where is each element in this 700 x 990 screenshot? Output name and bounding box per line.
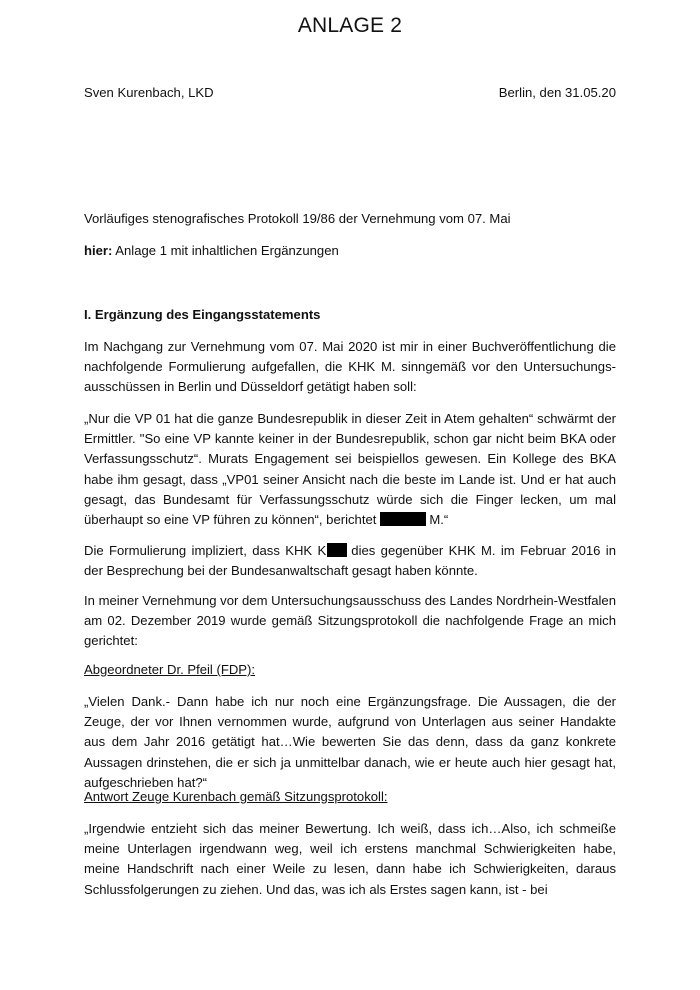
redaction-bar — [327, 543, 347, 557]
implication-start: Die Formulierung impliziert, dass KHK K — [84, 543, 327, 558]
letter-header — [84, 83, 616, 103]
implication-end: dies gegenüber KHK M. im Februar 2016 in der Besprechung bei der Bundesanwaltschaft gesagt haben könnte. — [84, 543, 617, 579]
subject-line: Vorläufiges stenografisches Protokoll 19/86 der Vernehmung vom 07. Mai — [84, 211, 511, 226]
paragraph-implication — [84, 541, 616, 581]
subject-hier — [84, 241, 616, 261]
speaker-pfeil: Abgeordneter Dr. Pfeil (FDP): — [84, 662, 256, 677]
anlage-title: ANLAGE 2 — [297, 14, 403, 37]
paragraph-hearing: In meiner Vernehmung vor dem Untersuchungsausschuss des Landes Nordrhein-Westfalen am 02. Dezember 2019 wurde gemäß Sitzungsprotokoll die nachfolgende Frage an mich gerichtet: — [84, 593, 616, 649]
question-quote: „Vielen Dank.- Dann habe ich nur noch eine Ergänzungsfrage. Die Aussagen, die der Zeuge, der vor Ihnen vernommen wurde, aufgrund von Unterlagen aus seiner Handakte aus dem Jahr 2016 getätigt hat…Wie bewerten Sie das denn, dass da ganz konkrete Aussagen drinstehen, die er sich ja unmittelbar danach, wie er heute auch hier gesagt hat, aufgeschrieben hat?“ — [84, 694, 616, 790]
paragraph-book-quote — [84, 409, 616, 530]
author: Sven Kurenbach, LKD — [84, 85, 214, 100]
paragraph-intro: Im Nachgang zur Vernehmung vom 07. Mai 2020 ist mir in einer Buchveröffentlichung die nachfolgende Formulierung aufgefallen, die KHK M. sinngemäß vor den Untersuchungs-ausschüssen in Berlin und Düsseldorf getätigt haben soll: — [84, 339, 616, 395]
book-quote-text: „Nur die VP 01 hat die ganze Bundesrepublik in dieser Zeit in Atem gehalten“ schwärmt der Ermittler. "So eine VP kannte keiner in der Bundesrepublik, schon gar nicht beim BKA oder Verfassungsschutz“. Murats Engagement sei beispiellos gewesen. Ein Kollege des BKA habe ihm gesagt, dass „VP01 seiner Ansicht nach die beste im Lande ist. Und er hat auch gesagt, das Bundesamt für Verfassungsschutz würde sich die Finger lecken, um mal überhaupt so eine VP führen zu können“, berichtet — [84, 411, 616, 528]
book-quote-end: M.“ — [429, 512, 449, 528]
speaker-kurenbach: Antwort Zeuge Kurenbach gemäß Sitzungsprotokoll: — [84, 789, 388, 804]
hier-label: hier: — [84, 243, 113, 258]
place-date: Berlin, den 31.05.20 — [498, 85, 616, 100]
redaction-bar — [380, 512, 426, 526]
answer-quote: „Irgendwie entzieht sich das meiner Bewertung. Ich weiß, dass ich…Also, ich schmeiße meine Unterlagen irgendwann weg, weil ich erstens manchmal Schwierigkeiten habe, meine Handschrift nach einer Weile zu lesen, dann habe ich Schwierigkeiten, daraus Schlussfolgerungen zu ziehen. Und das, was ich als Erstes sagen kann, ist - bei — [84, 821, 616, 897]
section-heading: I. Ergänzung des Eingangsstatements — [84, 307, 321, 322]
hier-text: Anlage 1 mit inhaltlichen Ergänzungen — [112, 243, 339, 258]
